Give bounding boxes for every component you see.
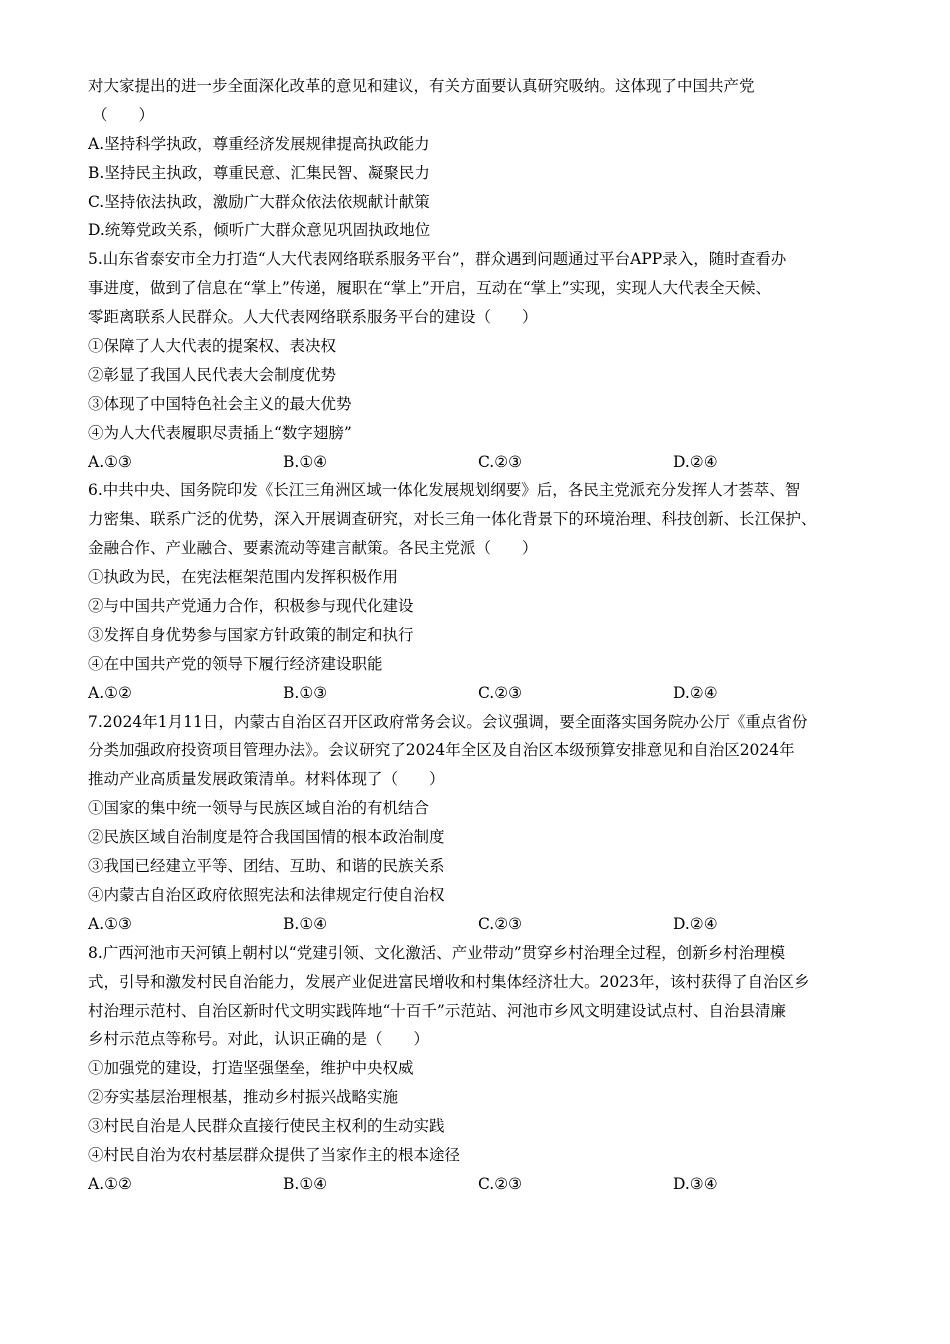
- q7-option-a: A.①③: [88, 914, 132, 933]
- q6-stem-line: 金融合作、产业融合、要素流动等建言献策。各民主党派（ ）: [88, 539, 538, 558]
- q5-options: [88, 448, 868, 477]
- q7-stem-line: 7.2024年1月11日，内蒙古自治区召开区政府常务会议。会议强调，要全面落实国务院办公厅《重点省份: [88, 712, 808, 731]
- q7-option-b: B.①④: [283, 914, 328, 933]
- q7-option-d: D.②④: [673, 914, 718, 933]
- q8-stem-line: 乡村示范点等称号。对此，认识正确的是（ ）: [88, 1030, 430, 1049]
- q6-option-b: B.①③: [283, 683, 328, 702]
- q5-stem-line: 事进度，做到了信息在“掌上”传递，履职在“掌上”开启，互动在“掌上”实现，实现人大代表全天候、: [88, 279, 772, 298]
- q7-stem-line: 推动产业高质量发展政策清单。材料体现了（ ）: [88, 770, 445, 789]
- q5-option-c: C.②③: [478, 452, 523, 471]
- q5-item-3: ③体现了中国特色社会主义的最大优势: [88, 394, 352, 413]
- q6-option-d: D.②④: [673, 683, 718, 702]
- q8-item-4: ④村民自治为农村基层群众提供了当家作主的根本途径: [88, 1145, 461, 1164]
- q6-item-3: ③发挥自身优势参与国家方针政策的制定和执行: [88, 625, 414, 644]
- q8-option-c: C.②③: [478, 1174, 523, 1193]
- q6-item-1: ①执政为民，在宪法框架范围内发挥积极作用: [88, 568, 399, 587]
- q7-stem-line: 分类加强政府投资项目管理办法》。会议研究了2024年全区及自治区本级预算安排意见和自治区2024年: [88, 741, 795, 760]
- q7-option-c: C.②③: [478, 914, 523, 933]
- q6-item-2: ②与中国共产党通力合作，积极参与现代化建设: [88, 597, 414, 616]
- q4-option-c: C.坚持依法执政，激励广大群众依法依规献计献策: [88, 192, 430, 211]
- q5-item-4: ④为人大代表履职尽责插上“数字翅膀”: [88, 423, 352, 442]
- q6-option-a: A.①②: [88, 683, 132, 702]
- q5-item-1: ①保障了人大代表的提案权、表决权: [88, 337, 337, 356]
- q4-option-d: D.统筹党政关系，倾听广大群众意见巩固执政地位: [88, 221, 431, 240]
- q8-item-3: ③村民自治是人民群众直接行使民主权利的生动实践: [88, 1117, 445, 1136]
- q8-stem-line: 村治理示范村、自治区新时代文明实践阵地“十百千”示范站、河池市乡风文明建设试点村、自治县清廉: [88, 1001, 786, 1020]
- q5-stem-line: 5.山东省泰安市全力打造“人大代表网络联系服务平台”，群众遇到问题通过平台APP录入，随时查看办: [88, 250, 787, 269]
- q4-answer-blank: （ ）: [92, 105, 155, 124]
- q6-option-c: C.②③: [478, 683, 523, 702]
- q6-stem-line: 6.中共中央、国务院印发《长江三角洲区域一体化发展规划纲要》后，各民主党派充分发挥人才荟萃、智: [88, 481, 801, 500]
- q5-item-2: ②彰显了我国人民代表大会制度优势: [88, 365, 337, 384]
- q4-option-a: A.坚持科学执政，尊重经济发展规律提高执政能力: [88, 134, 430, 153]
- q5-option-a: A.①③: [88, 452, 132, 471]
- q7-item-1: ①国家的集中统一领导与民族区域自治的有机结合: [88, 799, 430, 818]
- q7-item-4: ④内蒙古自治区政府依照宪法和法律规定行使自治权: [88, 885, 445, 904]
- question-content: [88, 72, 868, 1199]
- q7-item-2: ②民族区域自治制度是符合我国国情的根本政治制度: [88, 828, 445, 847]
- q8-item-2: ②夯实基层治理根基，推动乡村振兴战略实施: [88, 1088, 399, 1107]
- q8-stem-line: 8.广西河池市天河镇上朝村以“党建引领、文化激活、产业带动”贯穿乡村治理全过程，创新乡村治理模: [88, 943, 786, 962]
- q5-option-d: D.②④: [673, 452, 718, 471]
- q8-stem-line: 式，引导和激发村民自治能力，发展产业促进富民增收和村集体经济壮大。2023年，该村获得了自治区乡: [88, 972, 810, 991]
- q5-option-b: B.①④: [283, 452, 328, 471]
- q6-options: [88, 679, 868, 708]
- q5-stem-line: 零距离联系人民群众。人大代表网络联系服务平台的建设（ ）: [88, 308, 538, 327]
- q7-options: [88, 910, 868, 939]
- q8-option-d: D.③④: [673, 1174, 718, 1193]
- q4-option-b: B.坚持民主执政，尊重民意、汇集民智、凝聚民力: [88, 163, 430, 182]
- q8-item-1: ①加强党的建设，打造坚强堡垒，维护中央权威: [88, 1059, 414, 1078]
- q8-option-b: B.①④: [283, 1174, 328, 1193]
- q8-option-a: A.①②: [88, 1174, 132, 1193]
- q6-stem-line: 力密集、联系广泛的优势，深入开展调查研究，对长三角一体化背景下的环境治理、科技创新、长江保护、: [88, 510, 817, 529]
- q7-item-3: ③我国已经建立平等、团结、互助、和谐的民族关系: [88, 857, 445, 876]
- q8-options: [88, 1170, 868, 1199]
- q4-stem-line: 对大家提出的进一步全面深化改革的意见和建议，有关方面要认真研究吸纳。这体现了中国共产党: [88, 77, 755, 95]
- q6-item-4: ④在中国共产党的领导下履行经济建设职能: [88, 654, 383, 673]
